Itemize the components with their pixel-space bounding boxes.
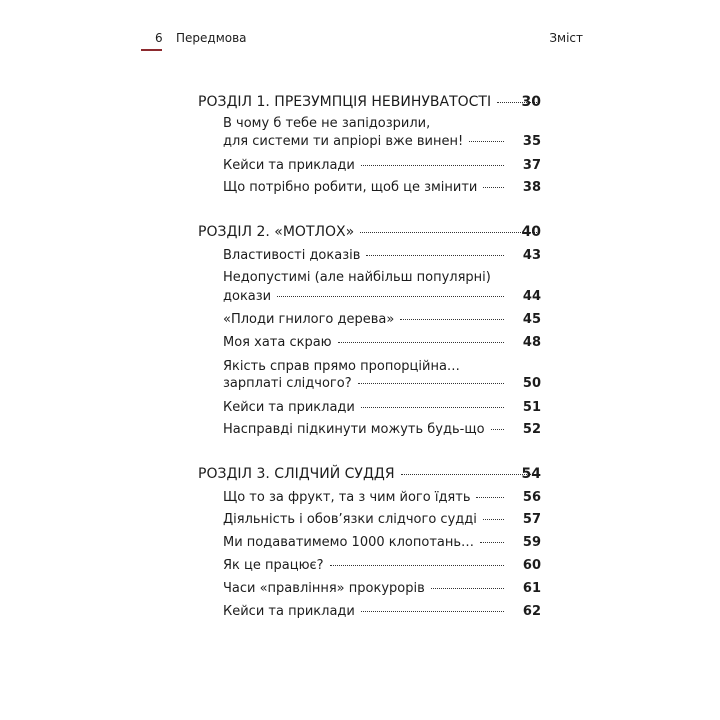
leader-dots	[431, 588, 504, 589]
running-title: Зміст	[549, 31, 583, 45]
page-ref: 57	[522, 512, 541, 527]
toc-entry[interactable]	[198, 376, 541, 392]
toc-chapter-1[interactable]	[198, 94, 541, 110]
entry-title: зарплаті слідчого?	[223, 376, 352, 391]
leader-dots	[358, 383, 504, 384]
page-ref: 45	[522, 312, 541, 327]
leader-dots	[401, 474, 537, 475]
page-ref: 35	[522, 134, 541, 149]
toc-entry[interactable]	[198, 289, 541, 305]
toc-entry-first-line: Недопустимі (але найбільш популярні)	[223, 270, 491, 285]
entry-title: Як це працює?	[223, 558, 324, 573]
leader-dots	[469, 141, 504, 142]
leader-dots	[360, 232, 537, 233]
toc-chapter-2[interactable]	[198, 224, 541, 240]
leader-dots	[476, 497, 504, 498]
entry-title: докази	[223, 289, 272, 304]
chapter-title: РОЗДІЛ 1. ПРЕЗУМПЦІЯ НЕВИНУВАТОСТІ	[198, 94, 492, 110]
toc-entry[interactable]	[198, 558, 541, 574]
leader-dots	[491, 429, 504, 430]
page-ref: 37	[522, 158, 541, 173]
page-header	[0, 31, 720, 55]
chapter-title: РОЗДІЛ 2. «МОТЛОХ»	[198, 224, 355, 240]
leader-dots	[480, 542, 504, 543]
section-name: Передмова	[176, 31, 247, 45]
toc-chapter-3[interactable]	[198, 466, 541, 482]
toc-entry[interactable]	[198, 400, 541, 416]
leader-dots	[400, 319, 504, 320]
entry-title: для системи ти апріорі вже винен!	[223, 134, 464, 149]
entry-title: Моя хата скраю	[223, 335, 332, 350]
page-ref: 52	[522, 422, 541, 437]
toc-entry[interactable]	[198, 180, 541, 196]
toc-entry[interactable]	[198, 604, 541, 620]
leader-dots	[483, 519, 504, 520]
leader-dots	[361, 165, 504, 166]
toc-entry[interactable]	[198, 490, 541, 506]
toc-entry[interactable]	[198, 422, 541, 438]
toc-entry[interactable]	[198, 512, 541, 528]
page-ref: 38	[522, 180, 541, 195]
toc-entry[interactable]	[198, 535, 541, 551]
entry-title: Властивості доказів	[223, 248, 361, 263]
page-ref: 43	[522, 248, 541, 263]
leader-dots	[483, 187, 504, 188]
toc-entry[interactable]	[198, 134, 541, 150]
page-ref: 44	[522, 289, 541, 304]
page-ref: 51	[522, 400, 541, 415]
entry-title: Ми подаватимемо 1000 клопотань…	[223, 535, 475, 550]
page-ref: 61	[522, 581, 541, 596]
page-ref: 40	[521, 224, 541, 240]
entry-title: Насправді підкинути можуть будь-що	[223, 422, 485, 437]
entry-title: Кейси та приклади	[223, 400, 355, 415]
chapter-title: РОЗДІЛ 3. СЛІДЧИЙ СУДДЯ	[198, 466, 395, 482]
entry-title: Часи «правління» прокурорів	[223, 581, 425, 596]
page-ref: 60	[522, 558, 541, 573]
page-ref: 48	[522, 335, 541, 350]
entry-title: Кейси та приклади	[223, 158, 355, 173]
toc-entry-first-line: Якість справ прямо пропорційна…	[223, 359, 460, 374]
toc-entry[interactable]	[198, 158, 541, 174]
leader-dots	[277, 296, 504, 297]
accent-rule	[141, 49, 162, 51]
entry-title: Що потрібно робити, щоб це змінити	[223, 180, 478, 195]
entry-title: Кейси та приклади	[223, 604, 355, 619]
leader-dots	[366, 255, 504, 256]
page-ref: 50	[522, 376, 541, 391]
page-ref: 30	[521, 94, 541, 110]
toc-entry[interactable]	[198, 335, 541, 351]
toc-entry-first-line: В чому б тебе не запідозрили,	[223, 116, 431, 131]
page-ref: 56	[522, 490, 541, 505]
toc-entry[interactable]	[198, 248, 541, 264]
leader-dots	[361, 407, 504, 408]
toc-entry[interactable]	[198, 581, 541, 597]
page-ref: 54	[521, 466, 541, 482]
entry-title: «Плоди гнилого дерева»	[223, 312, 395, 327]
page-number: 6	[155, 31, 163, 45]
page-ref: 62	[522, 604, 541, 619]
page-ref: 59	[522, 535, 541, 550]
leader-dots	[361, 611, 504, 612]
toc-entry[interactable]	[198, 312, 541, 328]
entry-title: Що то за фрукт, та з чим його їдять	[223, 490, 471, 505]
leader-dots	[330, 565, 504, 566]
entry-title: Діяльність і обов’язки слідчого судді	[223, 512, 477, 527]
leader-dots	[338, 342, 504, 343]
